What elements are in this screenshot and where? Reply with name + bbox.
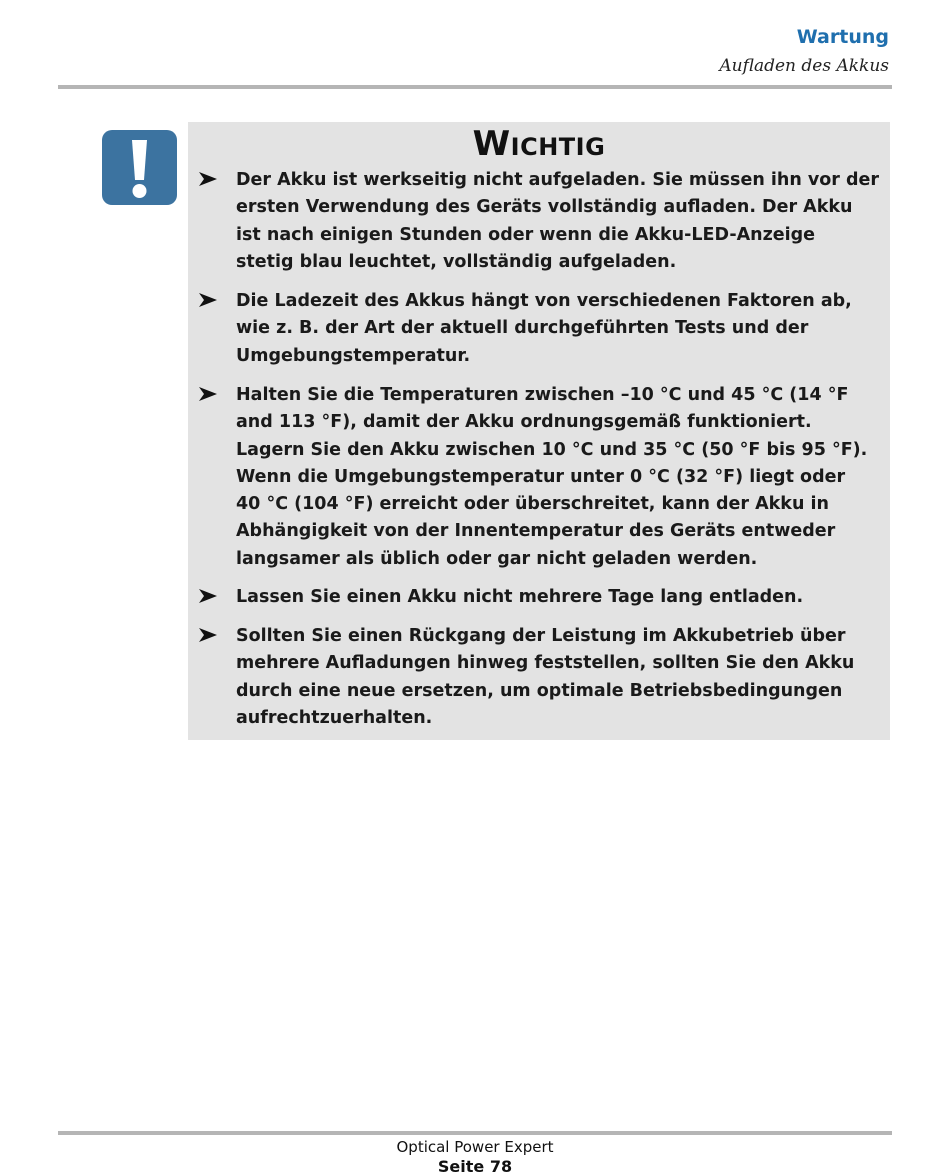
notice-item-text: Lassen Sie einen Akku nicht mehrere Tage lang entladen. xyxy=(236,587,804,607)
arrow-bullet-icon xyxy=(198,586,218,606)
footer-page-number: Seite 78 xyxy=(437,1157,513,1176)
footer-divider xyxy=(58,1131,892,1135)
important-notice-box xyxy=(188,122,890,740)
arrow-bullet-icon xyxy=(198,625,218,645)
header-divider xyxy=(58,85,892,89)
footer-product-name: Optical Power Expert xyxy=(396,1138,554,1156)
arrow-bullet-icon xyxy=(198,384,218,404)
arrow-bullet-icon xyxy=(198,290,218,310)
notice-item-text: Halten Sie die Temperaturen zwischen –10 °C und 45 °C (14 °F and 113 °F), damit der Akku ordnungsgemäß funktioniert. Lagern Sie den Akku zwischen 10 °C und 35 °C (50 °F bis 95 °F). Wenn die Umgebungstemperatur unter 0 °C (32 °F) liegt oder 40 °C (104 °F) erreicht oder überschreitet, kann der Akku in Abhängigkeit von der Innentemperatur des Geräts entweder langsamer als üblich oder gar nicht geladen werden. xyxy=(236,385,868,569)
notice-item-text: Die Ladezeit des Akkus hängt von verschiedenen Faktoren ab, wie z. B. der Art der aktuell durchgeführten Tests und der Umgebungstemperatur. xyxy=(236,291,852,366)
header-section-title: Wartung xyxy=(796,26,889,48)
exclamation-icon xyxy=(102,130,177,205)
header-subsection-title: Aufladen des Akkus xyxy=(719,56,889,76)
notice-item-text: Sollten Sie einen Rückgang der Leistung im Akkubetrieb über mehrere Aufladungen hinweg feststellen, sollten Sie den Akku durch eine neue ersetzen, um optimale Betriebsbedingungen aufrechtzuerhalten. xyxy=(236,626,855,728)
notice-item-text: Der Akku ist werkseitig nicht aufgeladen. Sie müssen ihn vor der ersten Verwendung des Geräts vollständig aufladen. Der Akku ist nach einigen Stunden oder wenn die Akku-LED-Anzeige stetig blau leuchtet, vollständig aufgeladen. xyxy=(236,170,880,272)
arrow-bullet-icon xyxy=(198,169,218,189)
notice-title: Wichtig xyxy=(472,124,606,164)
